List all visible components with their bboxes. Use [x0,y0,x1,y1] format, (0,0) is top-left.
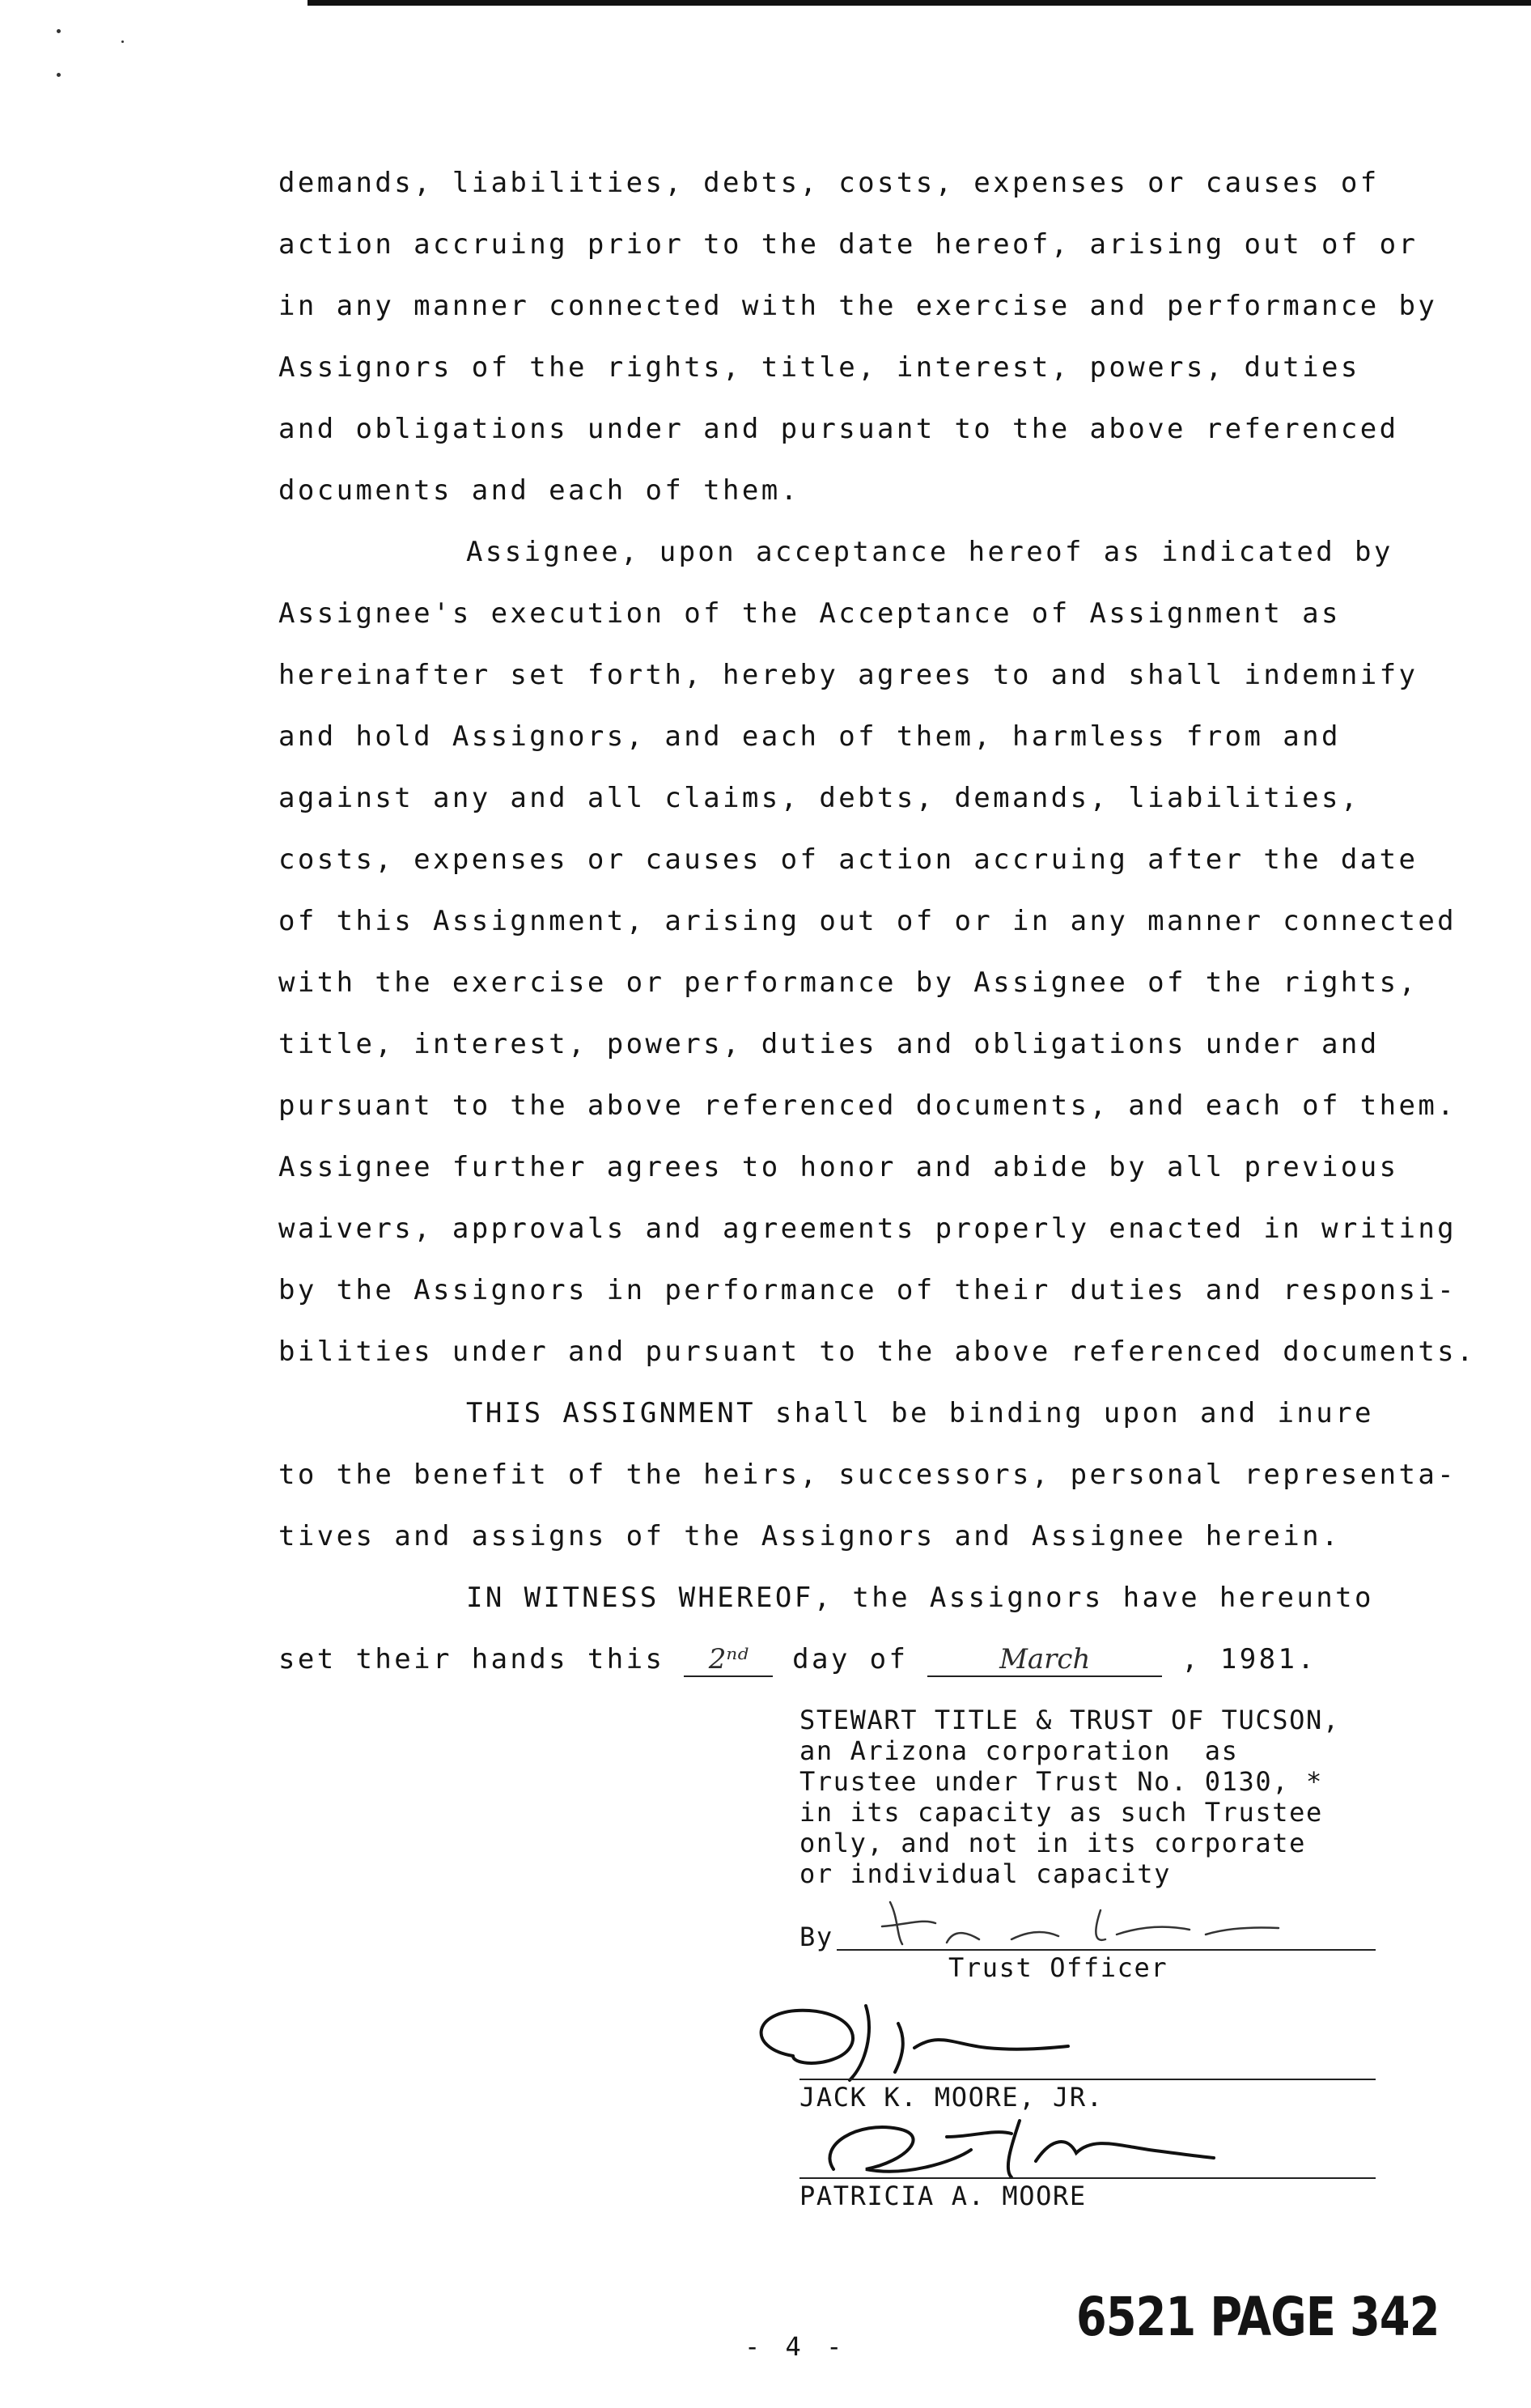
witness-date-line [278,1643,1427,1677]
body-line: Assignee, upon acceptance hereof as indicated by [466,536,1393,568]
page-number: - 4 - [744,2331,847,2362]
signer-name: JACK K. MOORE, JR. [799,2082,1104,2113]
body-line: bilities under and pursuant to the above referenced documents. [278,1336,1476,1368]
trustee-line: in its capacity as such Trustee [799,1797,1323,1828]
body-line: of this Assignment, arising out of or in any manner connected [278,905,1457,937]
body-line: against any and all claims, debts, demands, liabilities, [278,782,1360,814]
body-line: costs, expenses or causes of action accruing after the date [278,843,1419,876]
body-line: demands, liabilities, debts, costs, expenses or causes of [278,167,1380,199]
scan-speck [57,29,61,33]
body-line: Assignee further agrees to honor and abide by all previous [278,1151,1399,1183]
body-line: and hold Assignors, and each of them, harmless from and [278,720,1341,753]
body-line: pursuant to the above referenced documents, and each of them. [278,1089,1457,1122]
signature-rule [799,2079,1376,2080]
body-line: THIS ASSIGNMENT shall be binding upon and inure [466,1397,1374,1429]
trustee-line: only, and not in its corporate [799,1828,1306,1858]
body-line: hereinafter set forth, hereby agrees to and shall indemnify [278,659,1419,691]
body-line: tives and assigns of the Assignors and Assignee herein. [278,1520,1341,1552]
body-line: to the benefit of the heirs, successors, personal representa- [278,1459,1457,1491]
handwritten-day: 2ⁿᵈ [684,1643,773,1677]
body-line: waivers, approvals and agreements properly enacted in writing [278,1212,1457,1245]
trustee-line: STEWART TITLE & TRUST OF TUCSON, [799,1705,1340,1735]
body-line: action accruing prior to the date hereof, arising out of or [278,228,1419,261]
body-line: Assignee's execution of the Acceptance of Assignment as [278,597,1341,630]
signature-rule [799,2177,1376,2179]
trustee-line: an Arizona corporation as [799,1735,1239,1766]
witness-text: day of [773,1643,928,1675]
scan-border-top [307,0,1531,6]
jack-moore-signature [744,1999,1165,2088]
body-line: title, interest, powers, duties and obligations under and [278,1028,1380,1060]
witness-line: IN WITNESS WHEREOF, the Assignors have hereunto [466,1582,1374,1614]
trust-officer-label: Trust Officer [948,1952,1168,1983]
body-line: and obligations under and pursuant to the above referenced [278,413,1399,445]
trustee-line: or individual capacity [799,1858,1172,1889]
body-line: Assignors of the rights, title, interest, powers, duties [278,351,1360,384]
trust-officer-signature [858,1894,1311,1959]
body-line: documents and each of them. [278,474,800,507]
scan-speck [121,40,124,43]
body-line: with the exercise or performance by Assignee of the rights, [278,966,1419,999]
body-line: by the Assignors in performance of their duties and responsi- [278,1274,1457,1306]
by-label: By [799,1922,833,1952]
witness-text: set their hands this [278,1643,685,1675]
handwritten-month: March [927,1643,1162,1677]
signer-name: PATRICIA A. MOORE [799,2181,1087,2211]
scan-speck [57,73,61,77]
witness-text: , 1981. [1162,1643,1317,1675]
recording-book-page-stamp: 6521 PAGE 342 [1076,2286,1440,2348]
trustee-line: Trustee under Trust No. 0130, * [799,1766,1323,1797]
body-line: in any manner connected with the exercise and performance by [278,290,1438,322]
